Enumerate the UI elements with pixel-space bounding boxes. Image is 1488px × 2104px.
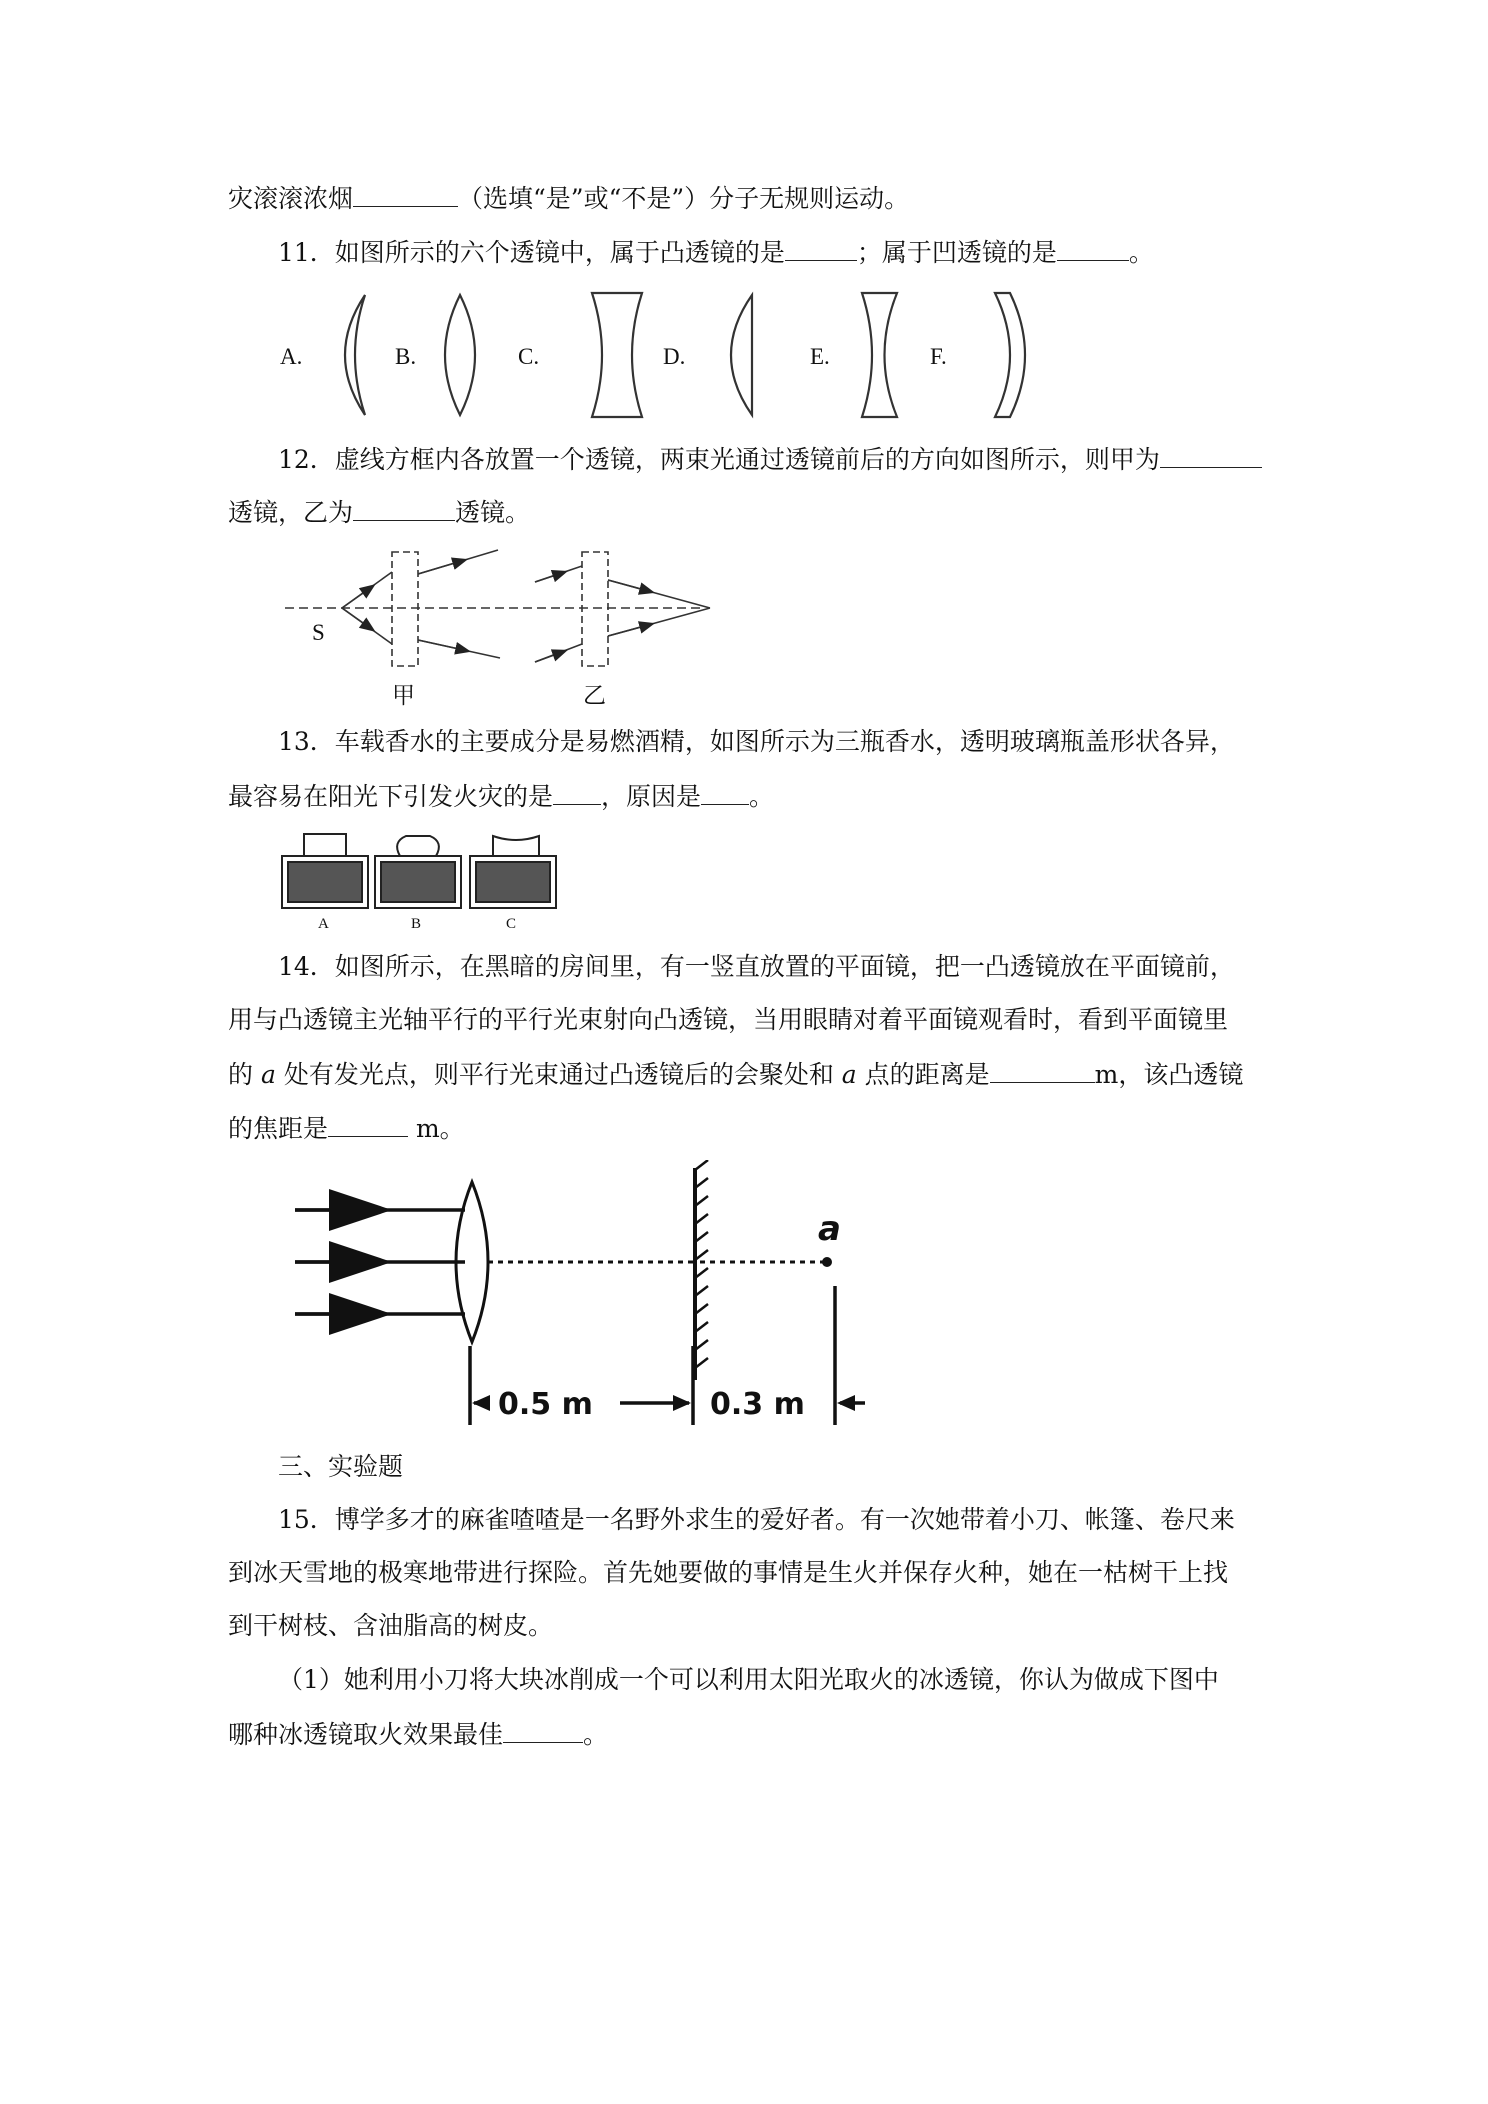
q10-answer-blank[interactable] bbox=[353, 180, 458, 207]
q13-question-line2: 最容易在阳光下引发火灾的是 ，原因是 。 bbox=[228, 778, 774, 814]
lens-b-shape bbox=[445, 295, 475, 415]
bottle-b-label: B bbox=[411, 916, 422, 932]
q14-question-line4: 的焦距是 m。 bbox=[228, 1110, 465, 1146]
lens-b-label: B. bbox=[395, 344, 417, 369]
q11-concave-blank[interactable] bbox=[1057, 234, 1129, 261]
lens-c-label: C. bbox=[518, 344, 540, 369]
bottle-a-label: A bbox=[318, 916, 329, 932]
point-a-label: a bbox=[818, 1209, 841, 1249]
q13-bottle-blank[interactable] bbox=[553, 778, 601, 805]
q12-question-line1: 12．虚线方框内各放置一个透镜，两束光通过透镜前后的方向如图所示，则甲为 bbox=[278, 441, 1262, 477]
q14-focal-blank[interactable] bbox=[328, 1110, 408, 1137]
q15-sub1-line1: （1）她利用小刀将大块冰削成一个可以利用太阳光取火的冰透镜，你认为做成下图中 bbox=[278, 1665, 1219, 1694]
box-yi bbox=[582, 552, 608, 666]
distance-lens-mirror: 0.5 m bbox=[498, 1387, 593, 1422]
q13-question-line1: 13．车载香水的主要成分是易燃酒精，如图所示为三瓶香水，透明玻璃瓶盖形状各异， bbox=[278, 727, 1235, 756]
q14-question-line1: 14．如图所示，在黑暗的房间里，有一竖直放置的平面镜，把一凸透镜放在平面镜前， bbox=[278, 952, 1235, 981]
q15-line3: 到干树枝、含油脂高的树皮。 bbox=[228, 1611, 554, 1640]
q14-question-line3: 的 a 处有发光点，则平行光束通过凸透镜后的会聚处和 a 点的距离是 m，该凸透镜 bbox=[228, 1056, 1243, 1092]
q14-distance-blank[interactable] bbox=[990, 1056, 1095, 1083]
q14-mirror-figure bbox=[290, 1160, 910, 1440]
q12-question-line2: 透镜，乙为 透镜。 bbox=[228, 494, 530, 530]
lens-f-label: F. bbox=[930, 344, 947, 369]
q14-question-line2: 用与凸透镜主光轴平行的平行光束射向凸透镜，当用眼睛对着平面镜观看时，看到平面镜里 bbox=[228, 1005, 1229, 1034]
q11-lens-figure bbox=[270, 285, 1070, 425]
box-jia bbox=[392, 552, 418, 666]
q12-light-figure bbox=[280, 540, 750, 710]
section-3-heading: 三、实验题 bbox=[278, 1452, 404, 1481]
q15-line2: 到冰天雪地的极寒地带进行探险。首先她要做的事情是生火并保存火种，她在一枯树干上找 bbox=[228, 1558, 1229, 1587]
lens-a-shape bbox=[345, 295, 365, 415]
q12-jia-blank[interactable] bbox=[1160, 441, 1262, 468]
lens-d-shape bbox=[731, 295, 752, 415]
q13-reason-blank[interactable] bbox=[701, 778, 749, 805]
q11-convex-blank[interactable] bbox=[785, 234, 857, 261]
q13-bottle-figure bbox=[280, 826, 580, 936]
lens-c-shape bbox=[592, 293, 642, 417]
lens-f-shape bbox=[995, 293, 1025, 417]
q12-yi-blank[interactable] bbox=[353, 494, 455, 521]
lens-e-label: E. bbox=[810, 344, 830, 369]
q15-lens-blank[interactable] bbox=[503, 1716, 583, 1743]
bottle-c-label: C bbox=[506, 916, 517, 932]
lens-d-label: D. bbox=[663, 344, 686, 369]
q15-sub1-line2: 哪种冰透镜取火效果最佳 。 bbox=[228, 1716, 608, 1752]
jia-label: 甲 bbox=[392, 683, 415, 709]
distance-mirror-point: 0.3 m bbox=[710, 1387, 805, 1422]
point-a bbox=[822, 1257, 832, 1267]
source-s-label: S bbox=[312, 620, 325, 645]
lens-a-label: A. bbox=[280, 344, 303, 369]
lens-e-shape bbox=[862, 293, 897, 417]
q15-line1: 15．博学多才的麻雀喳喳是一名野外求生的爱好者。有一次她带着小刀、帐篷、卷尺来 bbox=[278, 1505, 1235, 1534]
q10-tail-line: 灾滚滚浓烟 （选填“是”或“不是”）分子无规则运动。 bbox=[228, 180, 909, 216]
q11-question: 11．如图所示的六个透镜中，属于凸透镜的是 ；属于凹透镜的是 。 bbox=[278, 234, 1154, 270]
yi-label: 乙 bbox=[583, 683, 606, 709]
